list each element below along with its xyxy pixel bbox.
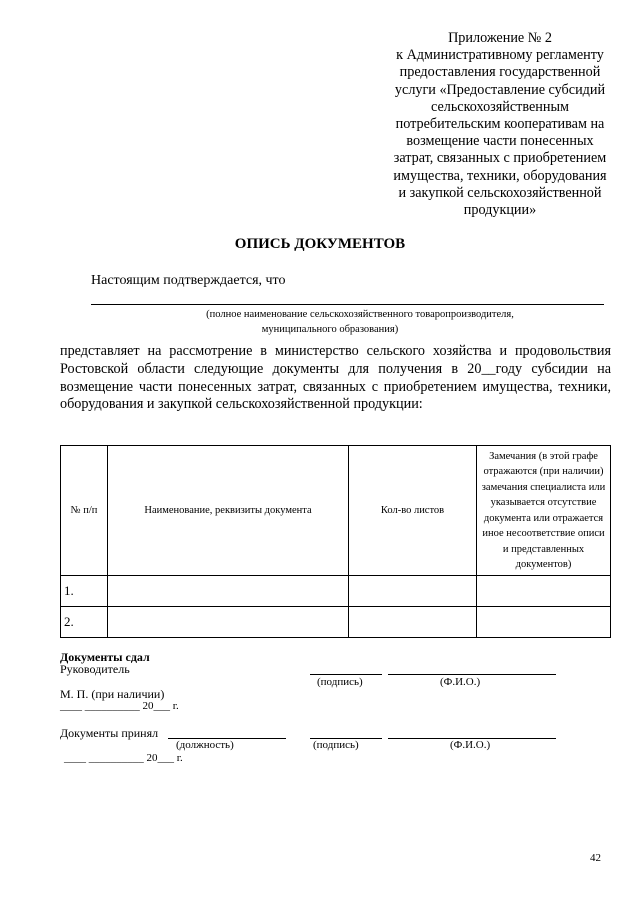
received-label: Документы принял bbox=[60, 726, 159, 740]
header-sheets: Кол-во листов bbox=[349, 446, 477, 576]
appendix-line: услуги «Предоставление субсидий bbox=[394, 81, 606, 98]
row-sheets-cell bbox=[349, 607, 477, 638]
table-row bbox=[61, 576, 611, 607]
position-caption: (должность) bbox=[176, 739, 234, 751]
fio-caption: (Ф.И.О.) bbox=[450, 739, 491, 751]
row-number: 2. bbox=[61, 607, 108, 638]
table-header-row bbox=[61, 446, 611, 576]
row-remarks-cell bbox=[477, 576, 611, 607]
header-num: № п/п bbox=[61, 446, 108, 576]
signature-line bbox=[310, 674, 382, 675]
fio-line bbox=[388, 674, 556, 675]
appendix-line: возмещение части понесенных bbox=[406, 133, 594, 150]
name-hint-line1: (полное наименование сельскохозяйственного товаропроизводителя, bbox=[206, 309, 514, 320]
row-number: 1. bbox=[61, 576, 108, 607]
header-remarks: Замечания (в этой графе отражаются (при наличии) замечания специалиста или указывается отсутствие документа или отражается иное несоответствие описи и представленных документов) bbox=[477, 446, 611, 576]
date-line: ____ __________ 20___ г. bbox=[64, 752, 183, 764]
stamp-label: М. П. (при наличии) bbox=[60, 687, 165, 701]
row-remarks-cell bbox=[477, 607, 611, 638]
date-line: ____ __________ 20___ г. bbox=[60, 700, 179, 712]
appendix-line: предоставления государственной bbox=[399, 64, 601, 81]
appendix-line: потребительским кооперативам на bbox=[395, 116, 605, 133]
row-sheets-cell bbox=[349, 576, 477, 607]
document-title: ОПИСЬ ДОКУМЕНТОВ bbox=[234, 236, 406, 252]
appendix-line: и закупкой сельскохозяйственной bbox=[398, 184, 602, 201]
documents-table bbox=[60, 445, 611, 638]
body-paragraph: представляет на рассмотрение в министерство сельского хозяйства и продовольствия Ростовской области следующие документы для получения в 20__году субсидии на возмещение части понесенных затрат, связанных с приобретением имущества, техники, оборудования и закупкой сельскохозяйственной продукции: bbox=[60, 343, 611, 413]
page-number: 42 bbox=[590, 852, 601, 864]
signature-caption: (подпись) bbox=[317, 676, 363, 688]
head-label: Руководитель bbox=[60, 662, 130, 676]
appendix-line: имущества, техники, оборудования bbox=[393, 167, 607, 184]
appendix-line: затрат, связанных с приобретением bbox=[393, 150, 607, 167]
appendix-line: продукции» bbox=[463, 202, 537, 219]
signature-caption: (подпись) bbox=[313, 739, 359, 751]
confirm-text: Настоящим подтверждается, что bbox=[91, 273, 286, 288]
table-row bbox=[61, 607, 611, 638]
header-name: Наименование, реквизиты документа bbox=[108, 446, 349, 576]
appendix-line: сельскохозяйственным bbox=[430, 98, 569, 115]
appendix-line: Приложение № 2 bbox=[448, 30, 552, 46]
name-hint bbox=[0, 307, 640, 337]
name-hint-line2: муниципального образования) bbox=[261, 324, 399, 335]
appendix-line: к Административному регламенту bbox=[396, 47, 604, 64]
row-name-cell bbox=[108, 576, 349, 607]
handed-title: Документы сдал bbox=[60, 650, 150, 664]
appendix-header bbox=[356, 30, 640, 219]
fio-caption: (Ф.И.О.) bbox=[440, 676, 481, 688]
name-fill-line bbox=[91, 304, 604, 305]
row-name-cell bbox=[108, 607, 349, 638]
